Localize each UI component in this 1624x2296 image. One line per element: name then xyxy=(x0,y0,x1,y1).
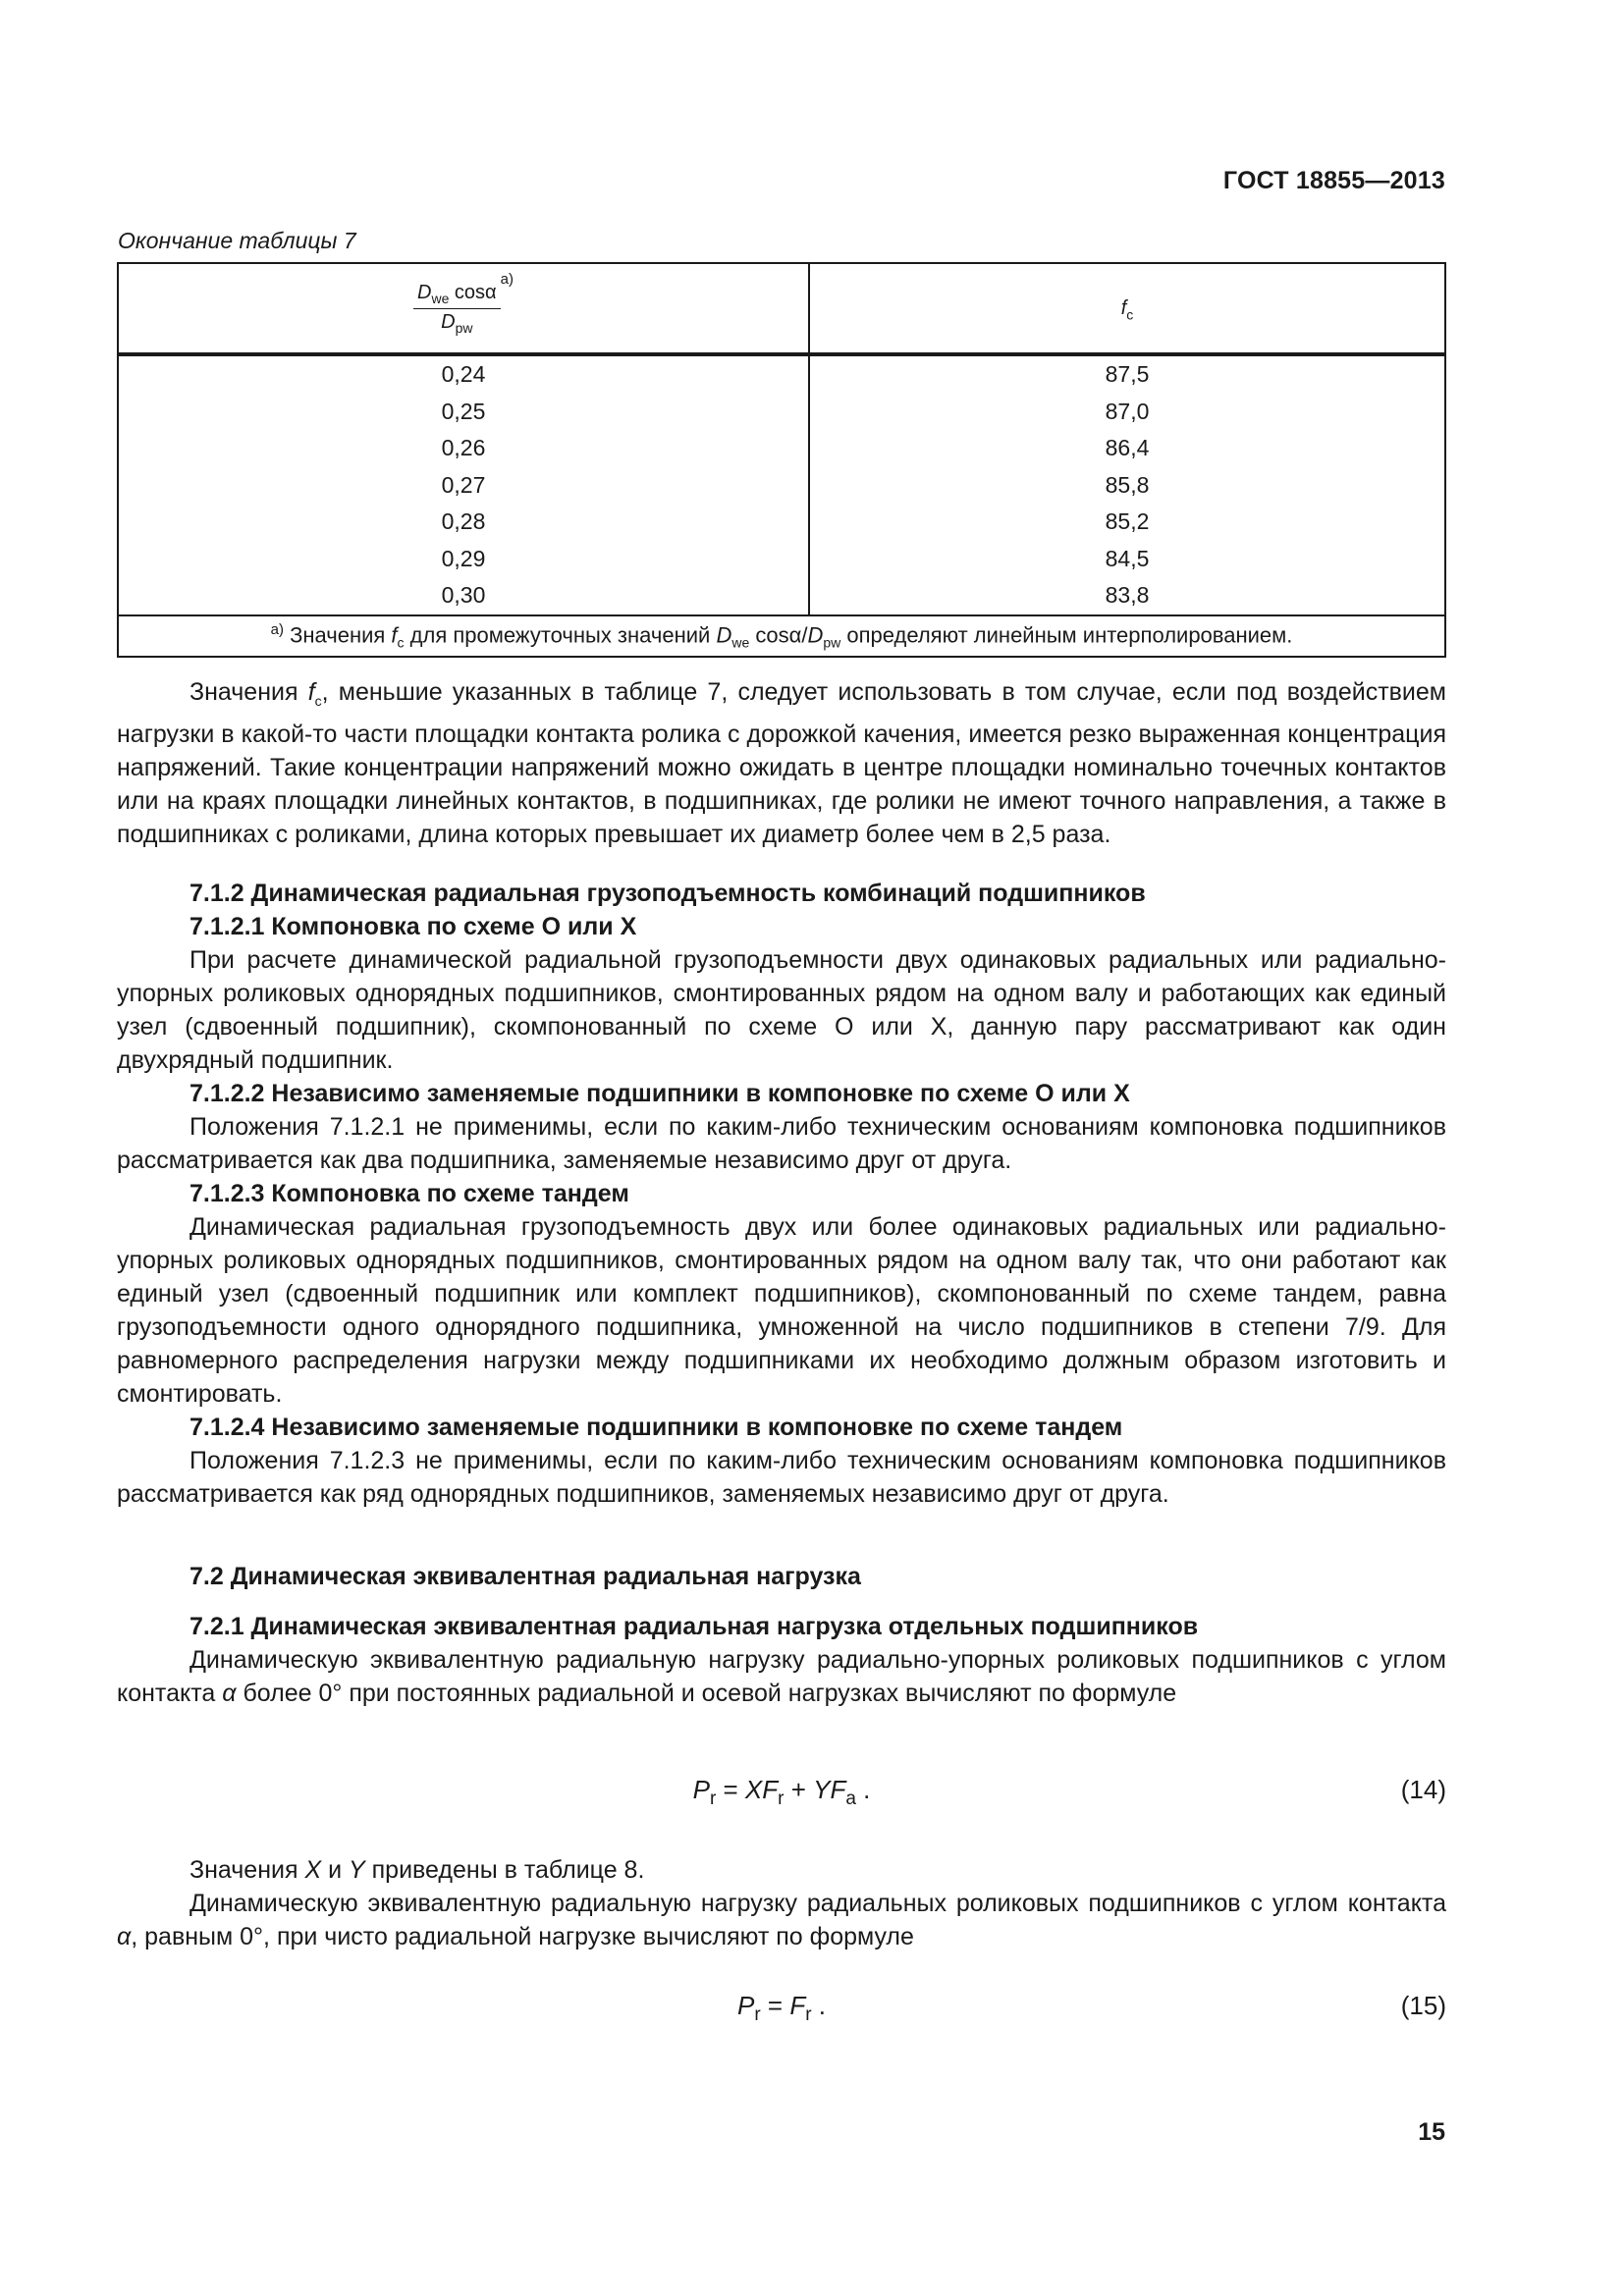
document-code: ГОСТ 18855—2013 xyxy=(1222,167,1445,194)
table-row: 0,29 84,5 xyxy=(118,541,1445,578)
heading-7-2-1: 7.2.1 Динамическая эквивалентная радиальная нагрузка отдельных подшипников xyxy=(189,1613,1199,1640)
formula-15-number: (15) xyxy=(1400,1991,1446,2020)
paragraph-7-1-2-1: При расчете динамической радиальной грузоподъемности двух одинаковых радиальных или радиально-упорных роликовых однорядных подшипников, смонтированных рядом на одном валу и работающих как единый узел (сдвоенный подшипник), скомпонованный по схеме О или X, данную пару рассматривают как один двухрядный подшипник. xyxy=(117,946,1446,1074)
heading-7-1-2-3: 7.1.2.3 Компоновка по схеме тандем xyxy=(189,1180,629,1207)
heading-7-1-2-1: 7.1.2.1 Компоновка по схеме О или X xyxy=(189,913,637,940)
table-footnote: $^{а)}$ Значения $f_c$ для промежуточных значений $D_{we}$ cosα/$D_{pw}$ определяют линейным интерполированием. xyxy=(118,615,1445,657)
table-row: 0,28 85,2 xyxy=(118,504,1445,541)
table-row: 0,24 87,5 xyxy=(118,354,1445,394)
formula-15: $P_r = F_r$ . (15) xyxy=(737,1991,1446,2026)
heading-7-2: 7.2 Динамическая эквивалентная радиальная нагрузка xyxy=(189,1563,861,1590)
heading-7-1-2: 7.1.2 Динамическая радиальная грузоподъемность комбинаций подшипников xyxy=(189,880,1146,907)
table-row: 0,26 86,4 xyxy=(118,430,1445,467)
page-number: 15 xyxy=(1418,2118,1445,2146)
heading-7-1-2-4: 7.1.2.4 Независимо заменяемые подшипники в компоновке по схеме тандем xyxy=(189,1414,1123,1441)
formula-14: $P_r = XF_r + YF_a$ . (14) xyxy=(692,1775,1446,1810)
paragraph-radial-load: Динамическую эквивалентную радиальную нагрузку радиальных роликовых подшипников с углом контакта α, равным 0°, при чисто радиальной нагрузке вычисляют по формуле xyxy=(117,1890,1446,1950)
paragraph-7-2-1: Динамическую эквивалентную радиальную нагрузку радиально-упорных роликовых подшипников с углом контакта α более 0° при постоянных радиальной и осевой нагрузках вычисляют по формуле xyxy=(117,1646,1446,1707)
table-caption: Окончание таблицы 7 xyxy=(118,228,356,253)
paragraph-xy-values: Значения X и Y приведены в таблице 8. xyxy=(189,1856,645,1884)
paragraph-fc-values: Значения $f_c$, меньшие указанных в таблице 7, следует использовать в том случае, если под воздействием нагрузки в какой-то части площадки контакта ролика с дорожкой качения, имеется резко выраженная концентрация напряжений. Такие концентрации напряжений можно ожидать в центре площадки номинально точечных контактов или на краях площадки линейных контактов, в подшипниках, где ролики не имеют точного направления, а также в подшипниках с роликами, длина которых превышает их диаметр более чем в 2,5 раза. xyxy=(117,678,1446,848)
column-header-ratio: $\frac{D_{we} \cos\alpha}{D_{pw}}$ $^{а)}$ xyxy=(118,263,809,354)
paragraph-7-1-2-3: Динамическая радиальная грузоподъемность двух или более одинаковых радиальных или радиально-упорных роликовых однорядных подшипников, смонтированных рядом на одном валу так, что они работают как единый узел (сдвоенный подшипник или комплект подшипников), скомпонованный по схеме тандем, равна грузоподъемности одного однорядного подшипника, умноженной на число подшипников в степени 7/9. Для равномерного распределения нагрузки между подшипниками их необходимо должным образом изготовить и смонтировать. xyxy=(117,1213,1446,1408)
table-7 xyxy=(117,262,1446,658)
table-row: 0,25 87,0 xyxy=(118,394,1445,431)
column-header-fc: $f_c$ xyxy=(809,263,1445,354)
table-row: 0,27 85,8 xyxy=(118,467,1445,505)
paragraph-7-1-2-4: Положения 7.1.2.3 не применимы, если по каким-либо техническим основаниям компоновка подшипников рассматривается как ряд однорядных подшипников, заменяемых независимо друг от друга. xyxy=(117,1447,1446,1508)
formula-14-number: (14) xyxy=(1400,1775,1446,1804)
heading-7-1-2-2: 7.1.2.2 Независимо заменяемые подшипники в компоновке по схеме О или X xyxy=(189,1080,1130,1107)
paragraph-7-1-2-2: Положения 7.1.2.1 не применимы, если по каким-либо техническим основаниям компоновка подшипников рассматривается как два подшипника, заменяемые независимо друг от друга. xyxy=(117,1113,1446,1174)
table-row: 0,30 83,8 xyxy=(118,577,1445,615)
